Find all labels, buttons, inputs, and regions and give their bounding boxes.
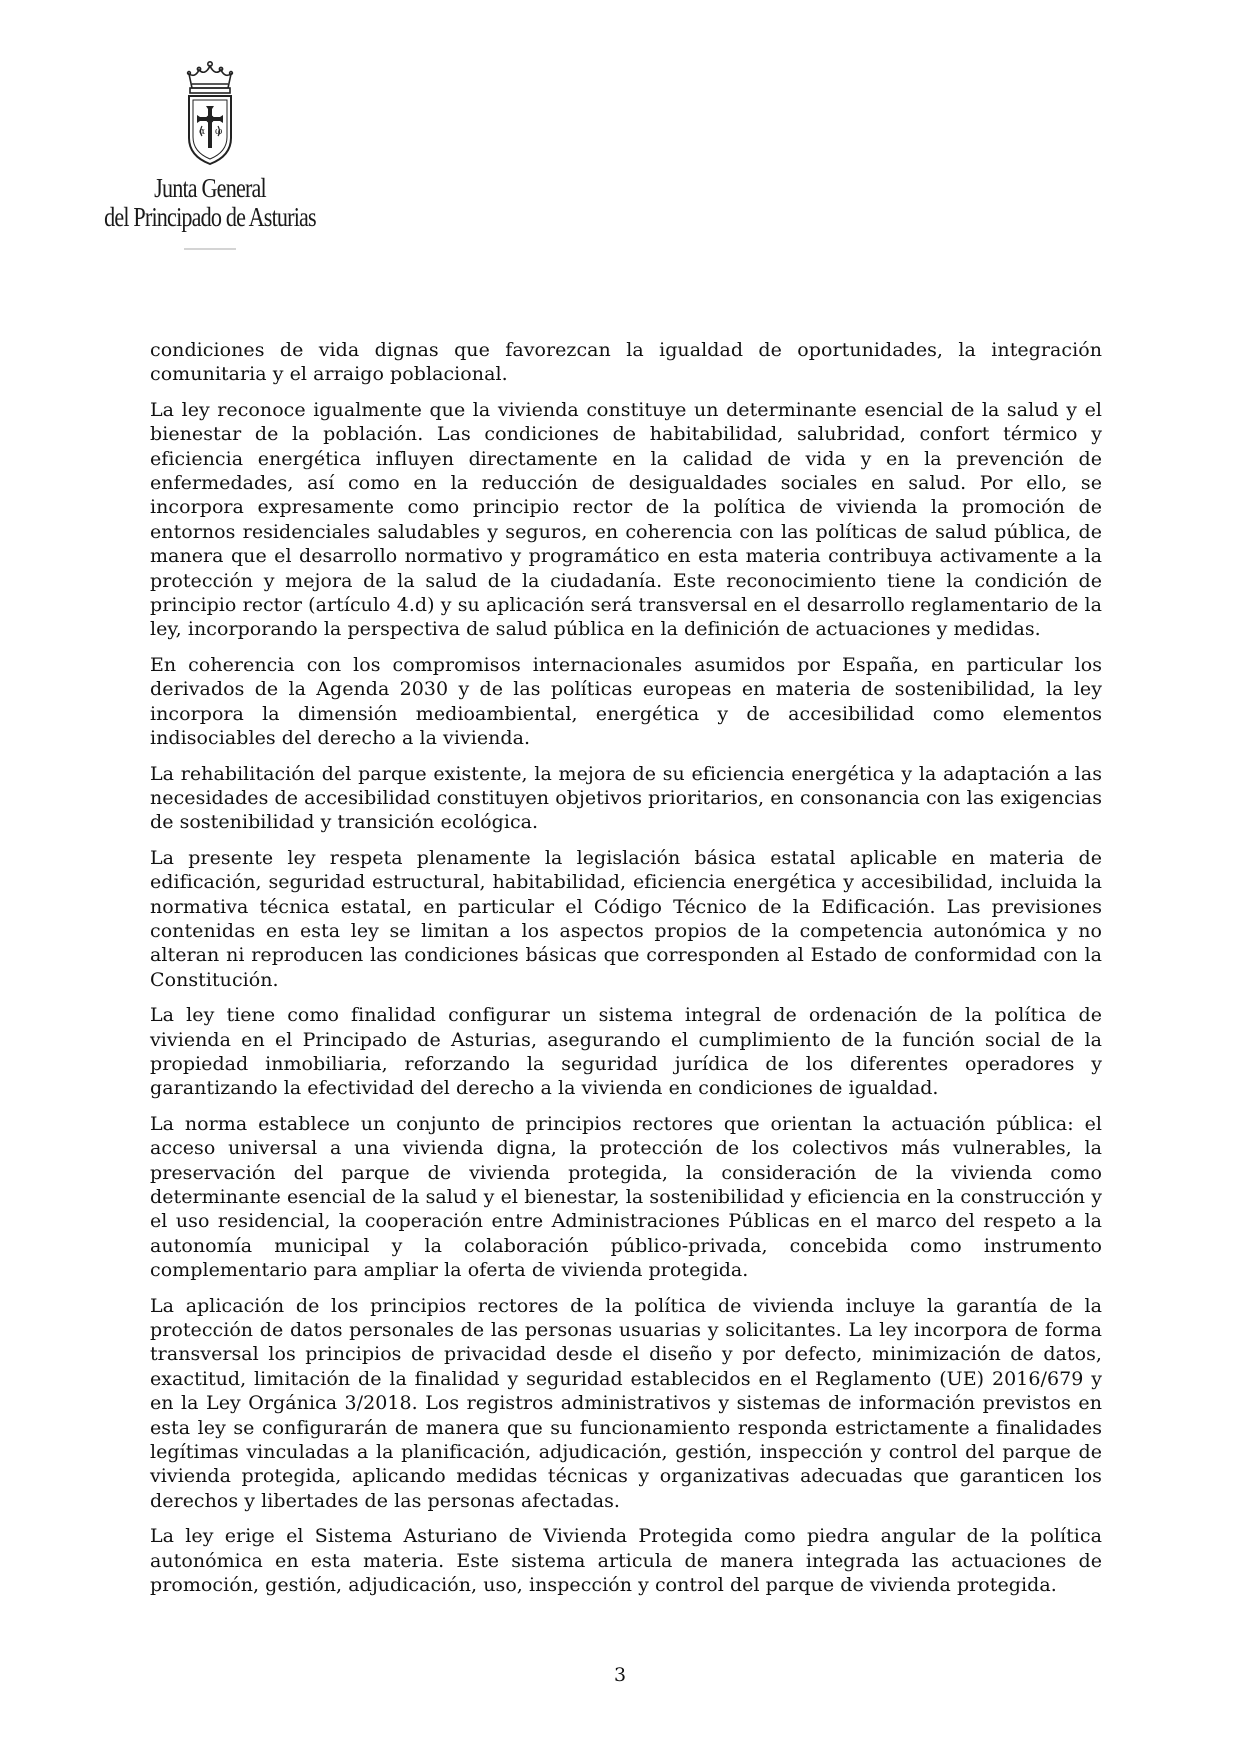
paragraph-2: La ley reconoce igualmente que la vivienda constituye un determinante esencial de la salud y el bienestar de la población. Las condiciones de habitabilidad, salubridad, confort térmico y eficiencia energética influyen directamente en la calidad de vida y en la prevención de enfermedades, así como en la reducción de desigualdades sociales en salud. Por ello, se incorpora expresamente como principio rector de la política de vivienda la promoción de entornos residenciales saludables y seguros, en coherencia con las políticas de salud pública, de manera que el desarrollo normativo y programático en esta materia contribuya activamente a la protección y mejora de la salud de la ciudadanía. Este reconocimiento tiene la condición de principio rector (artículo 4.d) y su aplicación será transversal en el desarrollo reglamentario de la ley, incorporando la perspectiva de salud pública en la definición de actuaciones y medidas. xyxy=(150,398,1102,641)
institution-line-2: del Principado de Asturias xyxy=(104,202,316,232)
coat-of-arms-icon xyxy=(175,60,245,170)
institution-name xyxy=(103,174,316,232)
paragraph-7: La norma establece un conjunto de principios rectores que orientan la actuación pública: el acceso universal a una vivienda digna, la protección de los colectivos más vulnerables, la preservación del parque de vivienda protegida, la consideración de la vivienda como determinante esencial de la salud y el bienestar, la sostenibilidad y eficiencia en la construcción y el uso residencial, la cooperación entre Administraciones Públicas en el marco del respeto a la autonomía municipal y la colaboración público-privada, concebida como instrumento complementario para ampliar la oferta de vivienda protegida. xyxy=(150,1112,1102,1282)
paragraph-8: La aplicación de los principios rectores de la política de vivienda incluye la garantía de la protección de datos personales de las personas usuarias y solicitantes. La ley incorpora de forma transversal los principios de privacidad desde el diseño y por defecto, minimización de datos, exactitud, limitación de la finalidad y seguridad establecidos en el Reglamento (UE) 2016/679 y en la Ley Orgánica 3/2018. Los registros administrativos y sistemas de información previstos en esta ley se configurarán de manera que su funcionamiento responda estrictamente a finalidades legítimas vinculadas a la planificación, adjudicación, gestión, inspección y control del parque de vivienda protegida, aplicando medidas técnicas y organizativas adecuadas que garanticen los derechos y libertades de las personas afectadas. xyxy=(150,1294,1102,1512)
alpha-glyph: α xyxy=(199,127,206,137)
paragraph-5: La presente ley respeta plenamente la legislación básica estatal aplicable en materia de edificación, seguridad estructural, habitabilidad, eficiencia energética y accesibilidad, incluida la normativa técnica estatal, en particular el Código Técnico de la Edificación. Las previsiones contenidas en esta ley se limitan a los aspectos propios de la competencia autonómica y no alteran ni reproducen las condiciones básicas que corresponden al Estado de conformidad con la Constitución. xyxy=(150,846,1102,991)
paragraph-9: La ley erige el Sistema Asturiano de Vivienda Protegida como piedra angular de la política autonómica en esta materia. Este sistema articula de manera integrada las actuaciones de promoción, gestión, adjudicación, uso, inspección y control del parque de vivienda protegida. xyxy=(150,1525,1102,1597)
header-divider xyxy=(184,248,236,250)
document-body xyxy=(150,338,1102,1609)
paragraph-1: condiciones de vida dignas que favorezcan la igualdad de oportunidades, la integración comunitaria y el arraigo poblacional. xyxy=(150,339,1102,386)
document-header xyxy=(80,60,340,250)
omega-glyph: ω xyxy=(215,127,223,137)
paragraph-6: La ley tiene como finalidad configurar un sistema integral de ordenación de la política de vivienda en el Principado de Asturias, asegurando el cumplimiento de la función social de la propiedad inmobiliaria, reforzando la seguridad jurídica de los diferentes operadores y garantizando la efectividad del derecho a la vivienda en condiciones de igualdad. xyxy=(150,1004,1102,1100)
institution-line-1: Junta General xyxy=(154,173,266,203)
page-number: 3 xyxy=(613,1664,627,1686)
paragraph-4: La rehabilitación del parque existente, la mejora de su eficiencia energética y la adaptación a las necesidades de accesibilidad constituyen objetivos prioritarios, en consonancia con las exigencias de sostenibilidad y transición ecológica. xyxy=(150,762,1102,834)
paragraph-3: En coherencia con los compromisos internacionales asumidos por España, en particular los derivados de la Agenda 2030 y de las políticas europeas en materia de sostenibilidad, la ley incorpora la dimensión medioambiental, energética y de accesibilidad como elementos indisociables del derecho a la vivienda. xyxy=(150,653,1102,750)
